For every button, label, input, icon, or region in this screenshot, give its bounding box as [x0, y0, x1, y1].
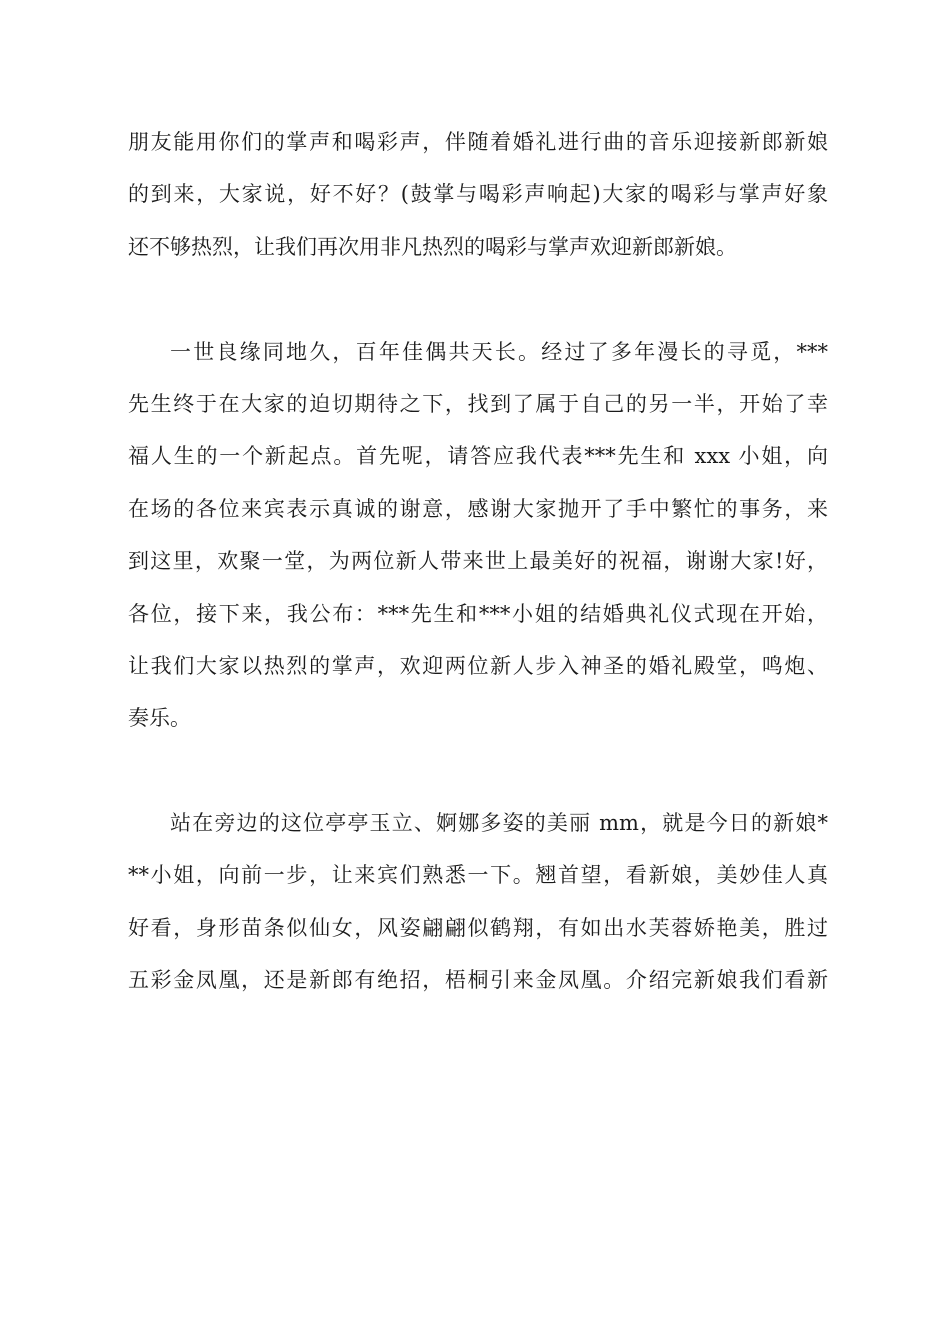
text-line: 到这里，欢聚一堂，为两位新人带来世上最美好的祝福，谢谢大家!好，: [128, 549, 828, 574]
text-line: 朋友能用你们的掌声和喝彩声，伴随着婚礼进行曲的音乐迎接新郎新娘: [128, 130, 828, 154]
paragraph-3: [128, 797, 828, 1007]
text-line: 还不够热烈，让我们再次用非凡热烈的喝彩与掌声欢迎新郎新娘。: [128, 234, 737, 259]
paragraph-1: [128, 116, 828, 273]
text-line: 的到来，大家说，好不好？(鼓掌与喝彩声响起)大家的喝彩与掌声好象: [128, 182, 828, 207]
text-line: 好看，身形苗条似仙女，风姿翩翩似鹤翔，有如出水芙蓉娇艳美，胜过: [128, 915, 828, 940]
text-line: 在场的各位来宾表示真诚的谢意，感谢大家抛开了手中繁忙的事务，来: [128, 496, 828, 521]
text-line: **小姐，向前一步，让来宾们熟悉一下。翘首望，看新娘，美妙佳人真: [128, 863, 828, 888]
text-line: 让我们大家以热烈的掌声，欢迎两位新人步入神圣的婚礼殿堂，鸣炮、: [128, 653, 828, 678]
paragraph-gap: [128, 745, 828, 797]
text-line: 各位，接下来，我公布：***先生和***小姐的结婚典礼仪式现在开始，: [128, 601, 828, 626]
document-body: [128, 116, 828, 1007]
text-line: 奏乐。: [128, 706, 191, 731]
text-line: 先生终于在大家的迫切期待之下，找到了属于自己的另一半，开始了幸: [128, 391, 828, 416]
paragraph-gap: [128, 273, 828, 325]
text-line: 一世良缘同地久，百年佳偶共天长。经过了多年漫长的寻觅，***: [170, 339, 828, 364]
text-line: 站在旁边的这位亭亭玉立、婀娜多姿的美丽 mm，就是今日的新娘*: [170, 811, 828, 836]
text-line: 福人生的一个新起点。首先呢，请答应我代表***先生和 xxx 小姐，向: [128, 444, 828, 469]
text-line: 五彩金凤凰，还是新郎有绝招，梧桐引来金凤凰。介绍完新娘我们看新: [128, 968, 828, 993]
paragraph-2: [128, 326, 828, 745]
